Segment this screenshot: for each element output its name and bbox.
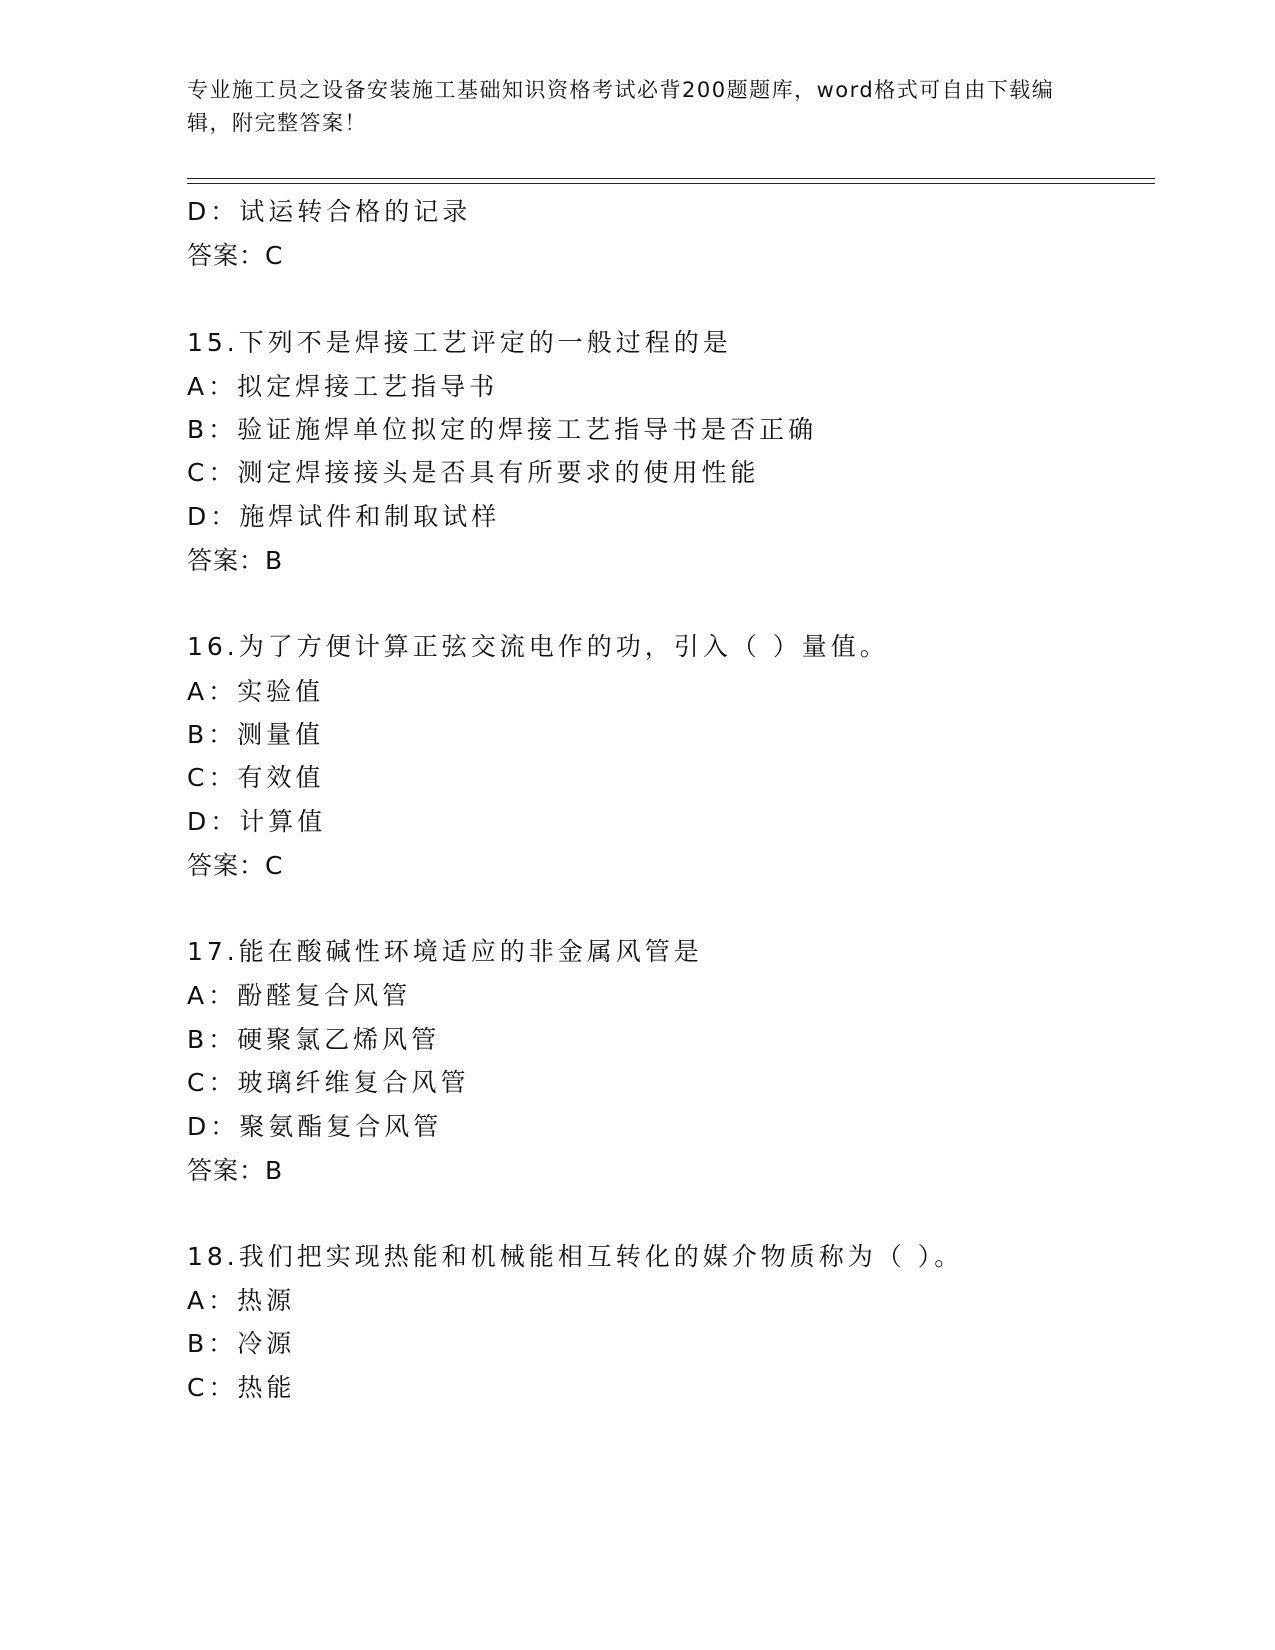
answer-q16: 答案：C bbox=[187, 851, 284, 880]
option-d-q15: D：施焊试件和制取试样 bbox=[187, 502, 501, 531]
answer-q14: 答案：C bbox=[187, 241, 284, 270]
option-a-q15: A：拟定焊接工艺指导书 bbox=[187, 372, 499, 401]
option-c-q17: C：玻璃纤维复合风管 bbox=[187, 1068, 470, 1097]
option-b-q16: B：测量值 bbox=[187, 720, 325, 749]
option-b-q18: B：冷源 bbox=[187, 1329, 296, 1358]
option-a-q16: A：实验值 bbox=[187, 677, 325, 706]
question-16: 16.为了方便计算正弦交流电作的功，引入（ ）量值。 bbox=[187, 632, 889, 661]
question-15: 15.下列不是焊接工艺评定的一般过程的是 bbox=[187, 328, 732, 357]
header-divider-bottom bbox=[187, 183, 1155, 184]
option-a-q18: A：热源 bbox=[187, 1286, 296, 1315]
header-divider-top bbox=[187, 178, 1155, 179]
question-17: 17.能在酸碱性环境适应的非金属风管是 bbox=[187, 937, 703, 966]
question-18: 18.我们把实现热能和机械能相互转化的媒介物质称为（ ）。 bbox=[187, 1242, 964, 1271]
option-c-q18: C：热能 bbox=[187, 1373, 296, 1402]
option-d-q17: D：聚氨酯复合风管 bbox=[187, 1112, 443, 1141]
option-c-q16: C：有效值 bbox=[187, 763, 325, 792]
option-b-q17: B：硬聚氯乙烯风管 bbox=[187, 1025, 441, 1054]
option-d-q16: D：计算值 bbox=[187, 807, 327, 836]
option-d-q14: D：试运转合格的记录 bbox=[187, 197, 472, 226]
option-c-q15: C：测定焊接接头是否具有所要求的使用性能 bbox=[187, 458, 760, 487]
option-b-q15: B：验证施焊单位拟定的焊接工艺指导书是否正确 bbox=[187, 415, 818, 444]
answer-q15: 答案：B bbox=[187, 546, 284, 575]
answer-q17: 答案：B bbox=[187, 1156, 284, 1185]
option-a-q17: A：酚醛复合风管 bbox=[187, 981, 412, 1010]
document-header: 专业施工员之设备安装施工基础知识资格考试必背200题题库，word格式可自由下载编辑，附完整答案！ bbox=[187, 78, 1055, 135]
